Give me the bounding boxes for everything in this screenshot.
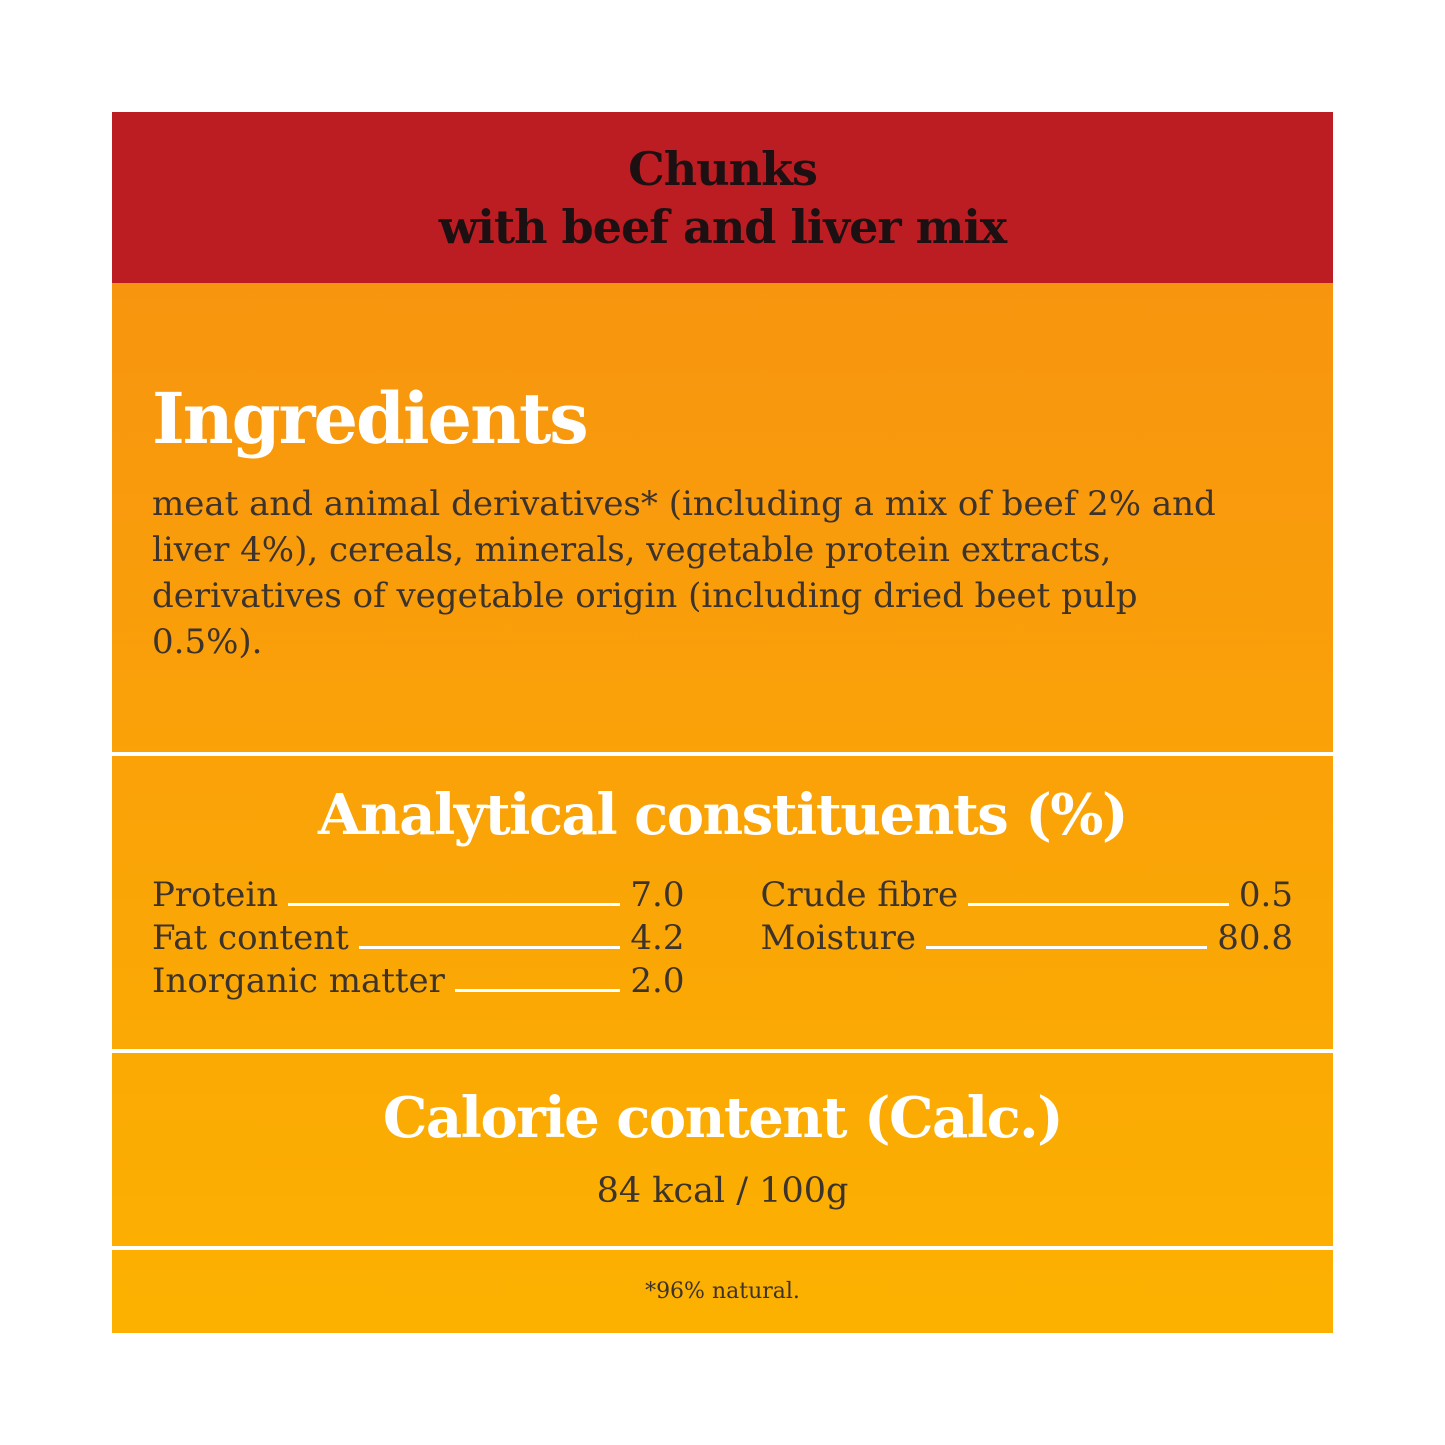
calorie-section: [112, 1053, 1333, 1246]
label-body: [112, 283, 1333, 1333]
pet-food-label: [112, 112, 1333, 1333]
ingredients-heading: Ingredients: [152, 377, 587, 460]
table-row: [761, 872, 1294, 915]
leader-line: [359, 946, 621, 949]
product-title-band: [112, 112, 1333, 283]
analytical-value: 7.0: [630, 875, 685, 915]
analytical-left-column: [152, 872, 685, 1001]
analytical-value: 80.8: [1217, 918, 1293, 958]
ingredients-section: [112, 283, 1333, 752]
table-row: [152, 915, 685, 958]
analytical-value: 4.2: [630, 918, 685, 958]
analytical-value: 2.0: [630, 961, 685, 1001]
analytical-table: [152, 872, 1293, 1001]
footnote-text: *96% natural.: [645, 1279, 800, 1304]
analytical-value: 0.5: [1238, 875, 1293, 915]
leader-line: [288, 903, 620, 906]
analytical-label: Inorganic matter: [152, 961, 445, 1001]
table-row: [152, 958, 685, 1001]
analytical-right-column: [761, 872, 1294, 1001]
analytical-label: Fat content: [152, 918, 349, 958]
analytical-section: [112, 756, 1333, 1049]
product-title-line2: with beef and liver mix: [438, 199, 1007, 254]
analytical-label: Protein: [152, 875, 279, 915]
product-title-line1: Chunks: [628, 141, 817, 196]
calorie-value: 84 kcal / 100g: [596, 1171, 849, 1211]
table-row: [761, 915, 1294, 958]
leader-line: [455, 989, 621, 992]
calorie-heading: Calorie content (Calc.): [382, 1085, 1063, 1151]
leader-line: [968, 903, 1229, 906]
footnote-section: [112, 1250, 1333, 1333]
analytical-label: Moisture: [760, 918, 917, 958]
ingredients-text: meat and animal derivatives* (including a mix of beef 2% and liver 4%), cereals, minerals, vegetable protein extracts, derivatives of vegetable origin (including dried beet pulp 0.5%).: [152, 484, 1216, 662]
analytical-heading: Analytical constituents (%): [318, 782, 1127, 848]
analytical-label: Crude fibre: [760, 875, 959, 915]
leader-line: [926, 946, 1207, 949]
table-row: [152, 872, 685, 915]
